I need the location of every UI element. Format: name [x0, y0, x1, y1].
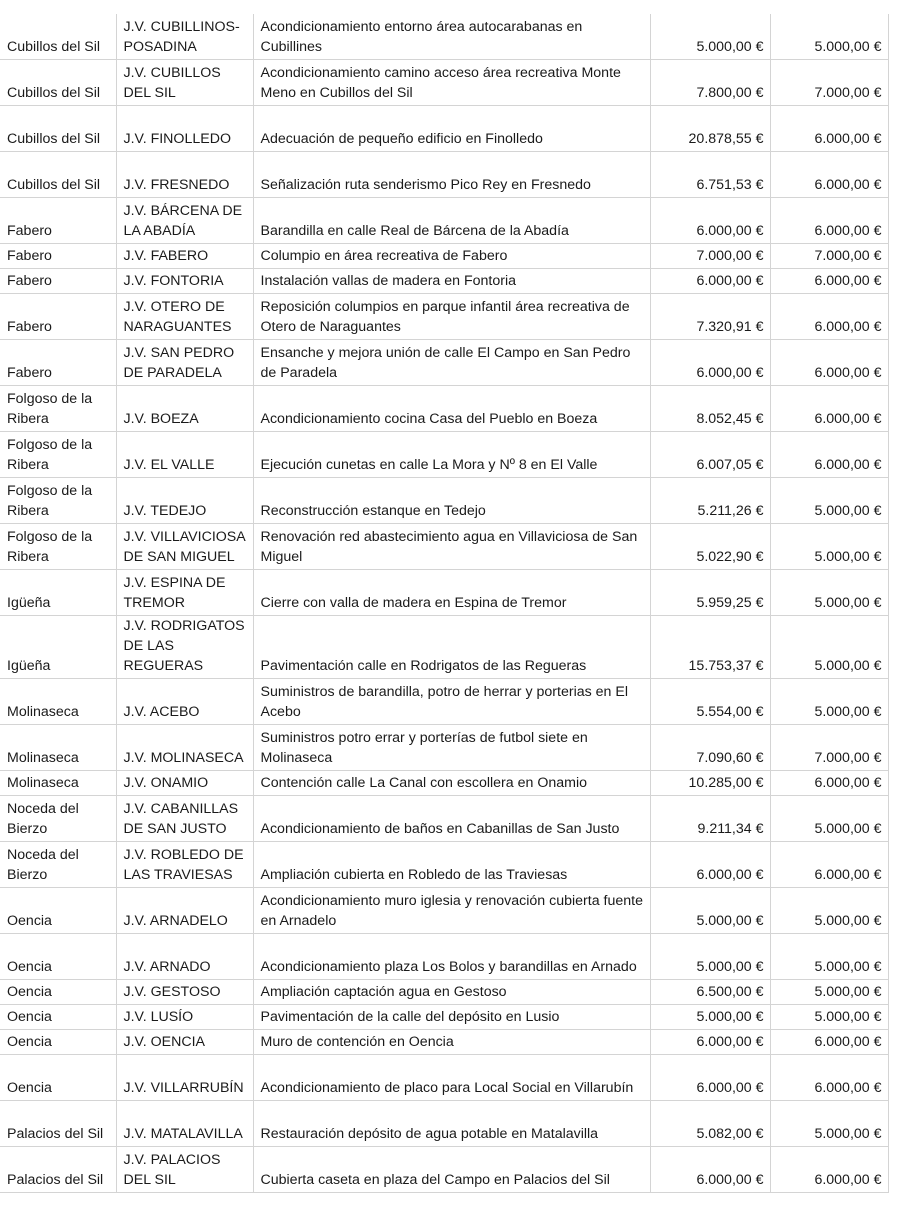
entity-cell: J.V. CUBILLOS DEL SIL: [116, 60, 253, 106]
budget-cell: 20.878,55 €: [650, 106, 770, 152]
table-row: [0, 524, 888, 570]
budget-cell: 7.090,60 €: [650, 725, 770, 771]
action-cell: Ensanche y mejora unión de calle El Campo en San Pedro de Paradela: [253, 340, 650, 386]
table-row: [0, 1101, 888, 1147]
entity-cell: J.V. FONTORIA: [116, 269, 253, 294]
action-cell: Cierre con valla de madera en Espina de Tremor: [253, 570, 650, 616]
entity-cell: J.V. ROBLEDO DE LAS TRAVIESAS: [116, 842, 253, 888]
action-cell: Acondicionamiento plaza Los Bolos y barandillas en Arnado: [253, 934, 650, 980]
action-cell: Cubierta caseta en plaza del Campo en Palacios del Sil: [253, 1147, 650, 1193]
action-cell: Columpio en área recreativa de Fabero: [253, 244, 650, 269]
subsidy-cell: 6.000,00 €: [770, 1055, 888, 1101]
table-row: [0, 340, 888, 386]
municipality-cell: Cubillos del Sil: [0, 60, 116, 106]
budget-cell: 7.320,91 €: [650, 294, 770, 340]
municipality-cell: Folgoso de la Ribera: [0, 478, 116, 524]
budget-cell: 6.000,00 €: [650, 340, 770, 386]
budget-cell: 10.285,00 €: [650, 771, 770, 796]
subsidy-cell: 5.000,00 €: [770, 1005, 888, 1030]
table-row: [0, 152, 888, 198]
table-row: [0, 198, 888, 244]
entity-cell: J.V. CUBILLINOS-POSADINA: [116, 14, 253, 60]
entity-cell: J.V. CABANILLAS DE SAN JUSTO: [116, 796, 253, 842]
municipality-cell: Igüeña: [0, 616, 116, 679]
subsidy-cell: 7.000,00 €: [770, 60, 888, 106]
table-row: [0, 1147, 888, 1193]
subsidy-cell: 5.000,00 €: [770, 934, 888, 980]
action-cell: Acondicionamiento camino acceso área recreativa Monte Meno en Cubillos del Sil: [253, 60, 650, 106]
entity-cell: J.V. MOLINASECA: [116, 725, 253, 771]
action-cell: Pavimentación de la calle del depósito en Lusio: [253, 1005, 650, 1030]
subsidy-cell: 5.000,00 €: [770, 14, 888, 60]
entity-cell: J.V. ARNADO: [116, 934, 253, 980]
budget-cell: 6.000,00 €: [650, 198, 770, 244]
table-row: [0, 616, 888, 679]
table-row: [0, 244, 888, 269]
action-cell: Ampliación captación agua en Gestoso: [253, 980, 650, 1005]
budget-cell: 15.753,37 €: [650, 616, 770, 679]
subsidy-cell: 6.000,00 €: [770, 386, 888, 432]
subsidy-cell: 6.000,00 €: [770, 152, 888, 198]
action-cell: Señalización ruta senderismo Pico Rey en Fresnedo: [253, 152, 650, 198]
municipality-cell: Igüeña: [0, 570, 116, 616]
subsidy-cell: 5.000,00 €: [770, 524, 888, 570]
municipality-cell: Fabero: [0, 244, 116, 269]
table-row: [0, 269, 888, 294]
municipality-cell: Fabero: [0, 198, 116, 244]
subsidy-cell: 6.000,00 €: [770, 771, 888, 796]
action-cell: Ampliación cubierta en Robledo de las Traviesas: [253, 842, 650, 888]
table-row: [0, 679, 888, 725]
table-row: [0, 842, 888, 888]
municipality-cell: Cubillos del Sil: [0, 106, 116, 152]
municipality-cell: Molinaseca: [0, 771, 116, 796]
table-row: [0, 980, 888, 1005]
entity-cell: J.V. FRESNEDO: [116, 152, 253, 198]
municipality-cell: Folgoso de la Ribera: [0, 432, 116, 478]
municipality-cell: Molinaseca: [0, 679, 116, 725]
subsidy-cell: 7.000,00 €: [770, 725, 888, 771]
entity-cell: J.V. OENCIA: [116, 1030, 253, 1055]
entity-cell: J.V. EL VALLE: [116, 432, 253, 478]
subsidy-cell: 7.000,00 €: [770, 244, 888, 269]
subsidy-cell: 6.000,00 €: [770, 269, 888, 294]
action-cell: Barandilla en calle Real de Bárcena de la Abadía: [253, 198, 650, 244]
entity-cell: J.V. FABERO: [116, 244, 253, 269]
budget-cell: 5.959,25 €: [650, 570, 770, 616]
budget-cell: 9.211,34 €: [650, 796, 770, 842]
municipality-cell: Oencia: [0, 1055, 116, 1101]
municipality-cell: Folgoso de la Ribera: [0, 386, 116, 432]
entity-cell: J.V. ONAMIO: [116, 771, 253, 796]
table-row: [0, 60, 888, 106]
entity-cell: J.V. MATALAVILLA: [116, 1101, 253, 1147]
municipality-cell: Molinaseca: [0, 725, 116, 771]
action-cell: Suministros de barandilla, potro de herrar y porterias en El Acebo: [253, 679, 650, 725]
budget-cell: 5.082,00 €: [650, 1101, 770, 1147]
budget-cell: 5.000,00 €: [650, 934, 770, 980]
subsidy-cell: 5.000,00 €: [770, 478, 888, 524]
subsidy-cell: 5.000,00 €: [770, 888, 888, 934]
table-row: [0, 570, 888, 616]
budget-cell: 8.052,45 €: [650, 386, 770, 432]
budget-cell: 5.022,90 €: [650, 524, 770, 570]
budget-cell: 6.000,00 €: [650, 1030, 770, 1055]
table-row: [0, 386, 888, 432]
subsidy-cell: 6.000,00 €: [770, 294, 888, 340]
table-row: [0, 771, 888, 796]
table-row: [0, 14, 888, 60]
municipality-cell: Fabero: [0, 269, 116, 294]
action-cell: Acondicionamiento cocina Casa del Pueblo en Boeza: [253, 386, 650, 432]
entity-cell: J.V. ACEBO: [116, 679, 253, 725]
entity-cell: J.V. SAN PEDRO DE PARADELA: [116, 340, 253, 386]
municipality-cell: Palacios del Sil: [0, 1101, 116, 1147]
subsidy-cell: 6.000,00 €: [770, 198, 888, 244]
entity-cell: J.V. LUSÍO: [116, 1005, 253, 1030]
table-row: [0, 432, 888, 478]
entity-cell: J.V. ARNADELO: [116, 888, 253, 934]
municipality-cell: Oencia: [0, 934, 116, 980]
entity-cell: J.V. OTERO DE NARAGUANTES: [116, 294, 253, 340]
subsidy-cell: 6.000,00 €: [770, 432, 888, 478]
municipality-cell: Oencia: [0, 1030, 116, 1055]
subsidy-cell: 6.000,00 €: [770, 842, 888, 888]
action-cell: Reconstrucción estanque en Tedejo: [253, 478, 650, 524]
municipality-cell: Noceda del Bierzo: [0, 842, 116, 888]
entity-cell: J.V. VILLARRUBÍN: [116, 1055, 253, 1101]
entity-cell: J.V. TEDEJO: [116, 478, 253, 524]
table-row: [0, 1055, 888, 1101]
table-row: [0, 796, 888, 842]
action-cell: Acondicionamiento de baños en Cabanillas de San Justo: [253, 796, 650, 842]
table-body: [0, 14, 888, 1193]
subsidy-cell: 6.000,00 €: [770, 1147, 888, 1193]
action-cell: Restauración depósito de agua potable en Matalavilla: [253, 1101, 650, 1147]
municipality-cell: Cubillos del Sil: [0, 152, 116, 198]
subsidy-cell: 5.000,00 €: [770, 570, 888, 616]
table-row: [0, 1005, 888, 1030]
entity-cell: J.V. GESTOSO: [116, 980, 253, 1005]
action-cell: Contención calle La Canal con escollera en Onamio: [253, 771, 650, 796]
table-row: [0, 934, 888, 980]
subsidy-cell: 5.000,00 €: [770, 796, 888, 842]
municipality-cell: Oencia: [0, 1005, 116, 1030]
entity-cell: J.V. BOEZA: [116, 386, 253, 432]
subsidy-cell: 5.000,00 €: [770, 980, 888, 1005]
entity-cell: J.V. RODRIGATOS DE LAS REGUERAS: [116, 616, 253, 679]
subsidy-cell: 6.000,00 €: [770, 106, 888, 152]
action-cell: Acondicionamiento muro iglesia y renovación cubierta fuente en Arnadelo: [253, 888, 650, 934]
action-cell: Ejecución cunetas en calle La Mora y Nº 8 en El Valle: [253, 432, 650, 478]
budget-cell: 6.007,05 €: [650, 432, 770, 478]
entity-cell: J.V. FINOLLEDO: [116, 106, 253, 152]
budget-cell: 5.000,00 €: [650, 14, 770, 60]
budget-cell: 6.000,00 €: [650, 1055, 770, 1101]
table-row: [0, 888, 888, 934]
table-row: [0, 725, 888, 771]
subsidy-cell: 6.000,00 €: [770, 1030, 888, 1055]
budget-cell: 6.751,53 €: [650, 152, 770, 198]
entity-cell: J.V. PALACIOS DEL SIL: [116, 1147, 253, 1193]
action-cell: Adecuación de pequeño edificio en Finolledo: [253, 106, 650, 152]
table-row: [0, 294, 888, 340]
budget-cell: 5.211,26 €: [650, 478, 770, 524]
subsidy-cell: 5.000,00 €: [770, 616, 888, 679]
entity-cell: J.V. ESPINA DE TREMOR: [116, 570, 253, 616]
municipality-cell: Oencia: [0, 980, 116, 1005]
budget-cell: 7.000,00 €: [650, 244, 770, 269]
municipality-cell: Fabero: [0, 340, 116, 386]
action-cell: Acondicionamiento entorno área autocarabanas en Cubillines: [253, 14, 650, 60]
table-row: [0, 478, 888, 524]
municipality-cell: Folgoso de la Ribera: [0, 524, 116, 570]
action-cell: Renovación red abastecimiento agua en Villaviciosa de San Miguel: [253, 524, 650, 570]
action-cell: Muro de contención en Oencia: [253, 1030, 650, 1055]
budget-cell: 7.800,00 €: [650, 60, 770, 106]
budget-cell: 6.000,00 €: [650, 842, 770, 888]
budget-cell: 5.000,00 €: [650, 888, 770, 934]
municipality-cell: Fabero: [0, 294, 116, 340]
budget-cell: 5.554,00 €: [650, 679, 770, 725]
table-row: [0, 106, 888, 152]
budget-cell: 5.000,00 €: [650, 1005, 770, 1030]
action-cell: Instalación vallas de madera en Fontoria: [253, 269, 650, 294]
budget-cell: 6.000,00 €: [650, 1147, 770, 1193]
municipality-cell: Cubillos del Sil: [0, 14, 116, 60]
municipality-cell: Palacios del Sil: [0, 1147, 116, 1193]
municipality-cell: Oencia: [0, 888, 116, 934]
subsidy-cell: 5.000,00 €: [770, 1101, 888, 1147]
municipality-cell: Noceda del Bierzo: [0, 796, 116, 842]
budget-cell: 6.000,00 €: [650, 269, 770, 294]
action-cell: Acondicionamiento de placo para Local Social en Villarubín: [253, 1055, 650, 1101]
action-cell: Pavimentación calle en Rodrigatos de las Regueras: [253, 616, 650, 679]
subsidy-table: [0, 14, 889, 1193]
subsidy-cell: 5.000,00 €: [770, 679, 888, 725]
budget-cell: 6.500,00 €: [650, 980, 770, 1005]
action-cell: Reposición columpios en parque infantil área recreativa de Otero de Naraguantes: [253, 294, 650, 340]
entity-cell: J.V. BÁRCENA DE LA ABADÍA: [116, 198, 253, 244]
entity-cell: J.V. VILLAVICIOSA DE SAN MIGUEL: [116, 524, 253, 570]
action-cell: Suministros potro errar y porterías de futbol siete en Molinaseca: [253, 725, 650, 771]
subsidy-cell: 6.000,00 €: [770, 340, 888, 386]
table-row: [0, 1030, 888, 1055]
